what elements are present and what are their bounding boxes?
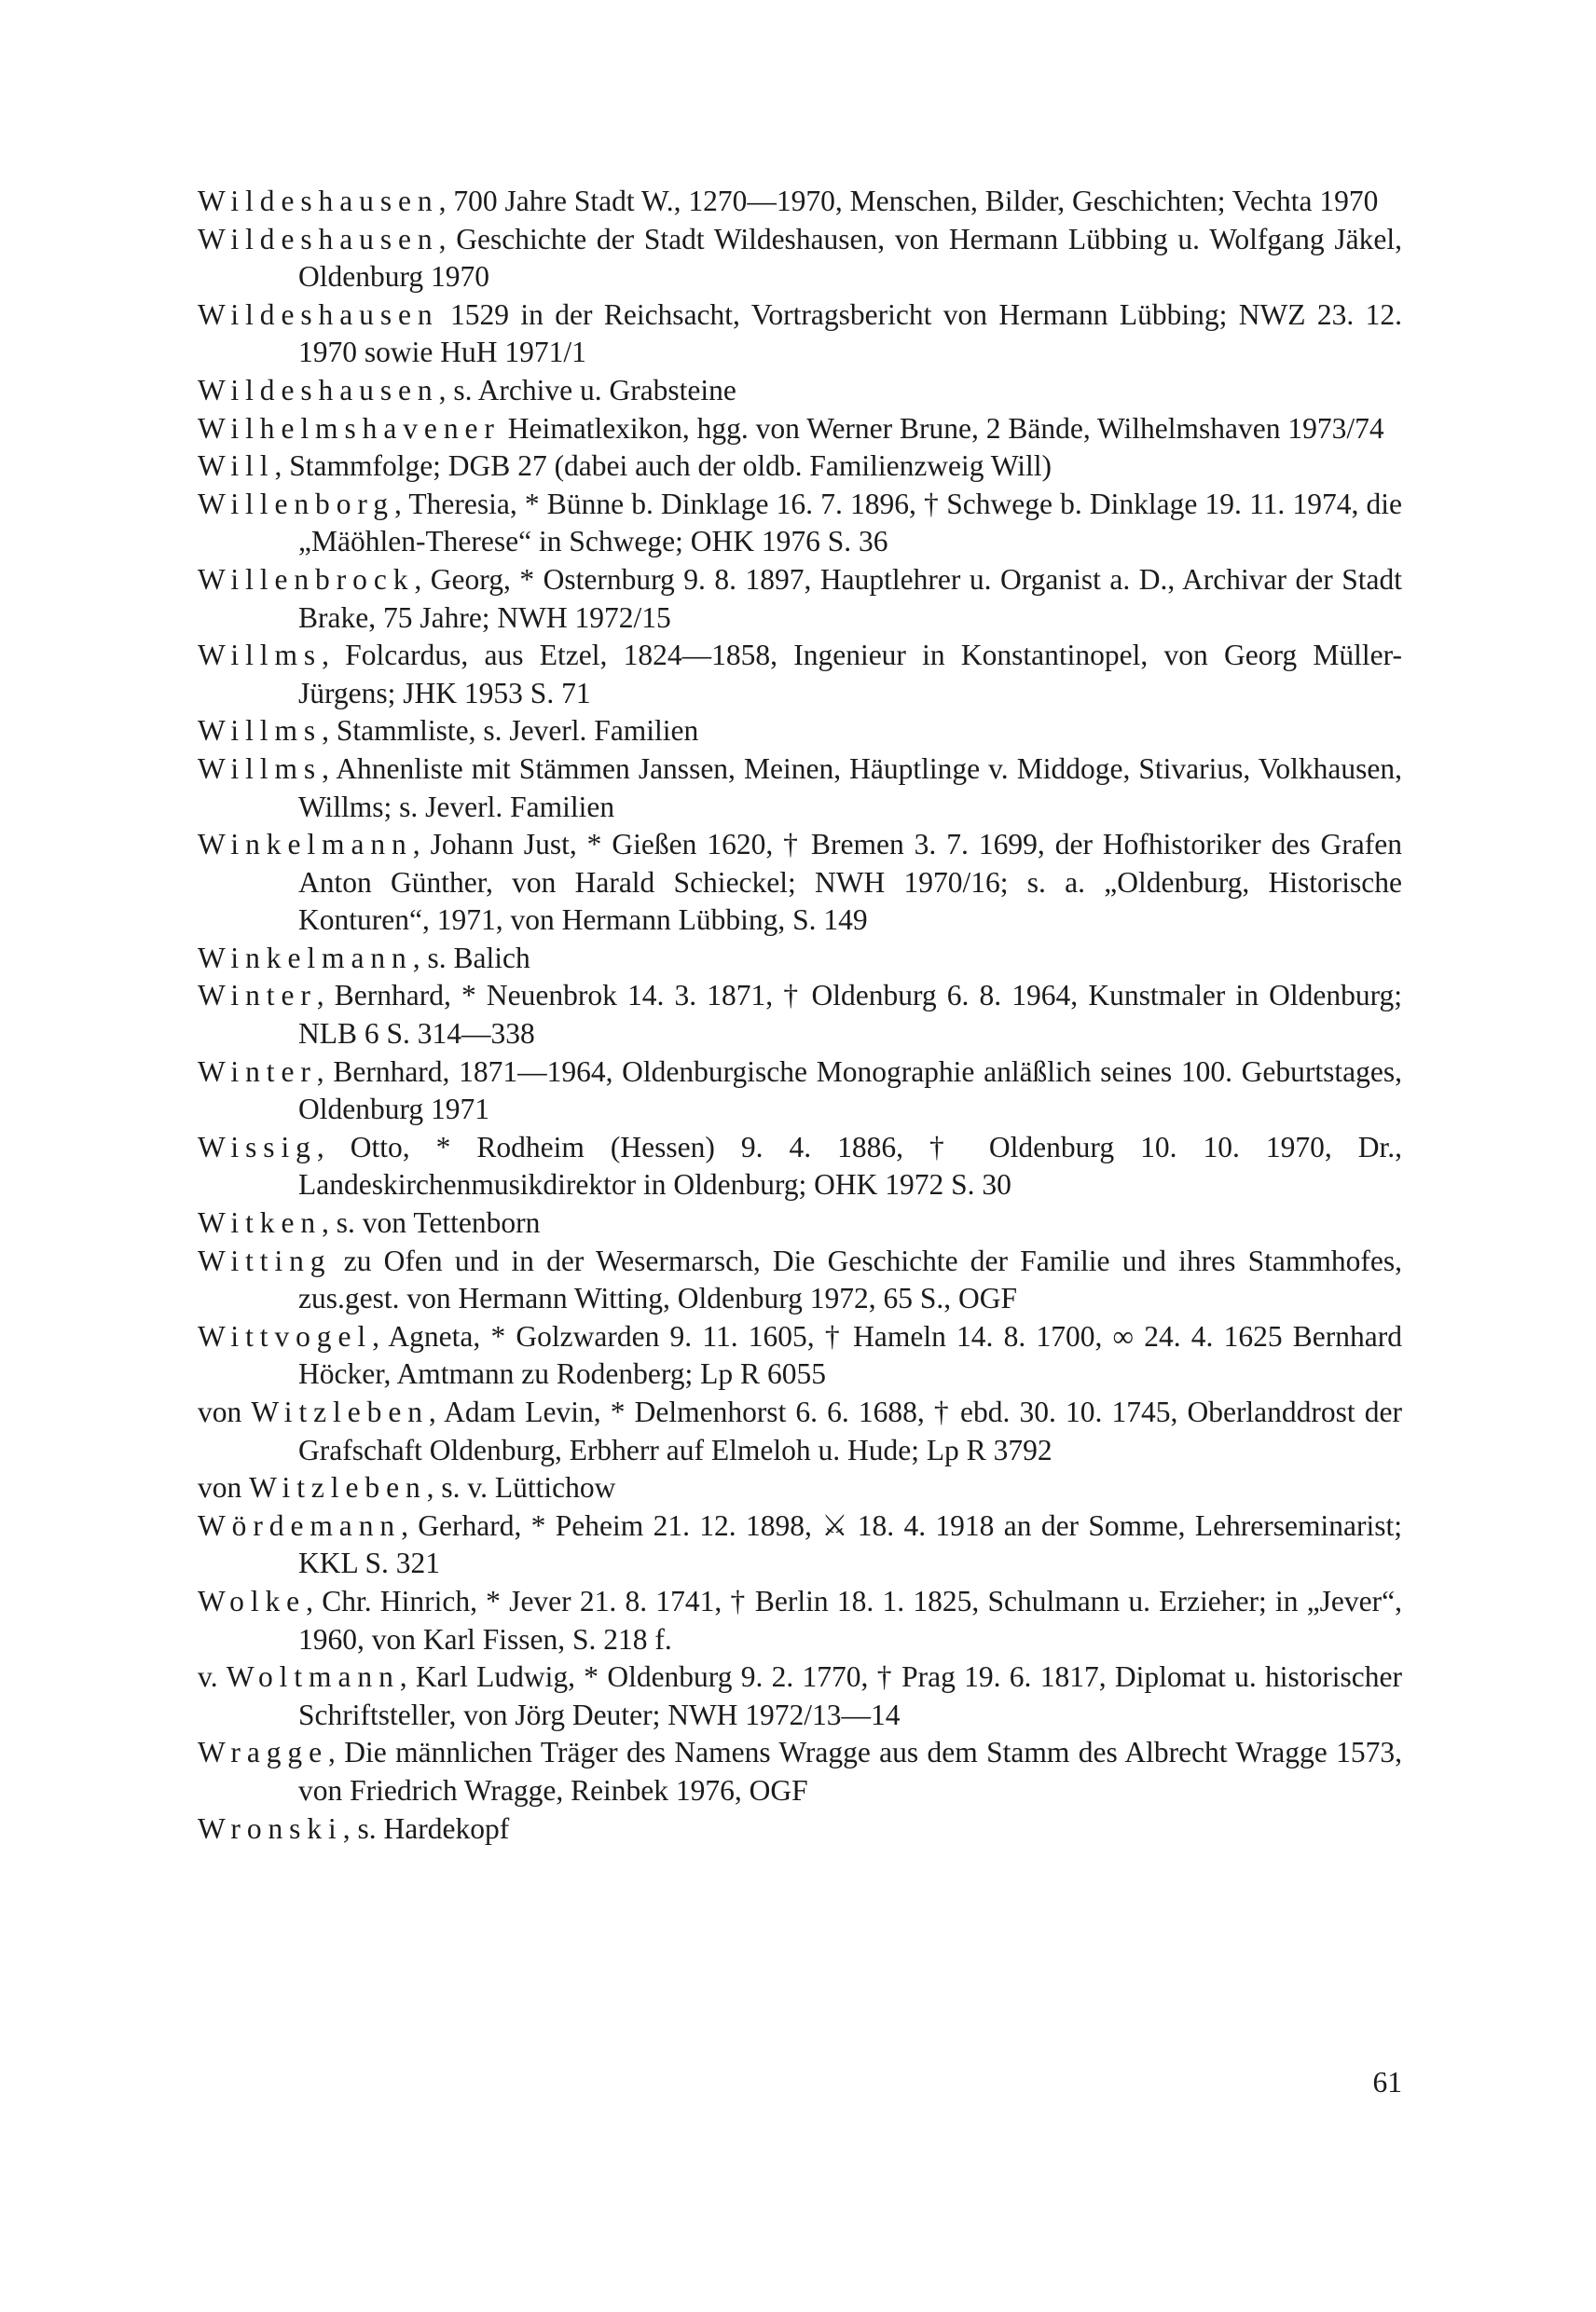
bibliography-entry xyxy=(198,1810,1402,1849)
entry-keyword: Wildeshausen xyxy=(198,373,439,406)
entry-keyword: Witken xyxy=(198,1206,323,1240)
entry-keyword: Winkelmann xyxy=(198,828,413,861)
bibliography-entry xyxy=(198,637,1402,712)
bibliography-entry xyxy=(198,1507,1402,1583)
entry-keyword: Winter xyxy=(198,979,317,1012)
entry-keyword: Winter xyxy=(198,1054,317,1088)
bibliography-entry xyxy=(198,410,1402,448)
entry-keyword: Witzleben xyxy=(251,1396,429,1428)
entry-keyword: Wolke xyxy=(198,1584,307,1617)
entry-text: , Karl Ludwig, * Oldenburg 9. 2. 1770, † Prag 19. 6. 1817, Diplomat u. historischer Schriftsteller, von Jörg Deuter; NWH 1972/13—14 xyxy=(298,1660,1402,1731)
bibliography-entry xyxy=(198,1394,1402,1469)
entry-prefix: von xyxy=(198,1396,252,1428)
bibliography-entry xyxy=(198,486,1402,561)
bibliography-entry xyxy=(198,1243,1402,1318)
entry-text: , Gerhard, * Peheim 21. 12. 1898, ⚔ 18. 4. 1918 an der Somme, Lehrerseminarist; KKL S. 321 xyxy=(298,1508,1402,1580)
entry-text: , Stammliste, s. Jeverl. Familien xyxy=(322,714,699,748)
bibliography-entry xyxy=(198,1204,1402,1243)
entry-text: , Bernhard, 1871—1964, Oldenburgische Monographie anläßlich seines 100. Geburtstages, Oldenburg 1971 xyxy=(298,1054,1402,1126)
entry-keyword: Wildeshausen xyxy=(198,185,439,217)
entry-keyword: Willms xyxy=(198,714,323,748)
entry-text: , Otto, * Rodheim (Hessen) 9. 4. 1886, † Oldenburg 10. 10. 1970, Dr., Landeskirchenmusikdirektor in Oldenburg; OHK 1972 S. 30 xyxy=(298,1130,1402,1202)
bibliography-entry xyxy=(198,750,1402,826)
entry-text: zu Ofen und in der Wesermarsch, Die Geschichte der Familie und ihres Stammhofes, zus.gest. von Hermann Witting, Oldenburg 1972, 65 S., OGF xyxy=(298,1244,1402,1315)
entry-keyword: Willenborg xyxy=(198,487,394,520)
entry-keyword: Wronski xyxy=(198,1811,343,1845)
entry-text: , Folcardus, aus Etzel, 1824—1858, Ingenieur in Konstantinopel, von Georg Müller-Jürgens; JHK 1953 S. 71 xyxy=(298,639,1402,709)
bibliography-entry xyxy=(198,183,1402,221)
bibliography-entry xyxy=(198,221,1402,296)
entry-keyword: Willms xyxy=(198,751,323,785)
bibliography-entry xyxy=(198,1129,1402,1204)
entry-text: , Die männlichen Träger des Namens Wragge aus dem Stamm des Albrecht Wragge 1573, von Friedrich Wragge, Reinbek 1976, OGF xyxy=(298,1736,1402,1807)
bibliography-entry xyxy=(198,977,1402,1053)
page-number: 61 xyxy=(1372,2066,1402,2099)
entry-keyword: Wittvogel xyxy=(198,1319,373,1353)
entry-text: , s. Hardekopf xyxy=(342,1811,510,1845)
bibliography-entry-list xyxy=(198,183,1402,1848)
bibliography-entry xyxy=(198,561,1402,637)
bibliography-entry xyxy=(198,296,1402,372)
bibliography-entry xyxy=(198,372,1402,410)
bibliography-entry xyxy=(198,1658,1402,1734)
entry-keyword: Wissig xyxy=(198,1130,317,1163)
bibliography-entry xyxy=(198,1318,1402,1394)
bibliography-entry xyxy=(198,1053,1402,1129)
entry-keyword: Wragge xyxy=(198,1736,329,1769)
bibliography-entry xyxy=(198,447,1402,486)
entry-keyword: Willms xyxy=(198,639,323,672)
entry-text: 1529 in der Reichsacht, Vortragsbericht von Hermann Lübbing; NWZ 23. 12. 1970 sowie HuH 1971/1 xyxy=(298,297,1402,369)
entry-keyword: Wildeshausen xyxy=(198,222,439,255)
bibliography-entry xyxy=(198,1734,1402,1810)
entry-keyword: Will xyxy=(198,449,275,483)
entry-keyword: Wilhelmshavener xyxy=(198,411,501,445)
entry-text: , s. Balich xyxy=(412,941,530,974)
entry-prefix: v. xyxy=(198,1660,227,1694)
entry-text: , Adam Levin, * Delmenhorst 6. 6. 1688, † ebd. 30. 10. 1745, Oberlanddrost der Grafschaft Oldenburg, Erbherr auf Elmeloh u. Hude; Lp R 3792 xyxy=(298,1396,1403,1466)
entry-keyword: Wildeshausen xyxy=(198,297,439,331)
entry-text: Heimatlexikon, hgg. von Werner Brune, 2 Bände, Wilhelmshaven 1973/74 xyxy=(500,411,1384,445)
entry-keyword: Willenbrock xyxy=(198,562,415,596)
entry-text: , Georg, * Osternburg 9. 8. 1897, Hauptlehrer u. Organist a. D., Archivar der Stadt Brake, 75 Jahre; NWH 1972/15 xyxy=(298,562,1402,634)
entry-text: , s. Archive u. Grabsteine xyxy=(438,373,736,406)
entry-text: , Chr. Hinrich, * Jever 21. 8. 1741, † Berlin 18. 1. 1825, Schulmann u. Erzieher; in „Jever“, 1960, von Karl Fissen, S. 218 f. xyxy=(298,1584,1402,1656)
entry-text: , Bernhard, * Neuenbrok 14. 3. 1871, † Oldenburg 6. 8. 1964, Kunstmaler in Oldenburg; NLB 6 S. 314—338 xyxy=(298,979,1402,1051)
bibliography-entry xyxy=(198,1469,1402,1507)
entry-text: , 700 Jahre Stadt W., 1270—1970, Menschen, Bilder, Geschichten; Vechta 1970 xyxy=(438,185,1379,217)
entry-text: , Theresia, * Bünne b. Dinklage 16. 7. 1896, † Schwege b. Dinklage 19. 11. 1974, die „Mäöhlen-Therese“ in Schwege; OHK 1976 S. 36 xyxy=(298,487,1402,558)
entry-keyword: Witting xyxy=(198,1244,332,1277)
entry-text: , s. v. Lüttichow xyxy=(426,1471,616,1505)
entry-keyword: Woltmann xyxy=(226,1660,400,1694)
entry-keyword: Wördemann xyxy=(198,1508,402,1542)
entry-text: , Geschichte der Stadt Wildeshausen, von Hermann Lübbing u. Wolfgang Jäkel, Oldenburg 1970 xyxy=(298,222,1402,294)
bibliography-entry xyxy=(198,826,1402,940)
entry-text: , Stammfolge; DGB 27 (dabei auch der oldb. Familienzweig Will) xyxy=(274,449,1053,483)
entry-text: , s. von Tettenborn xyxy=(322,1206,541,1240)
entry-text: , Agneta, * Golzwarden 9. 11. 1605, † Hameln 14. 8. 1700, ∞ 24. 4. 1625 Bernhard Höcker, Amtmann zu Rodenberg; Lp R 6055 xyxy=(298,1319,1402,1391)
entry-prefix: von xyxy=(198,1471,250,1505)
bibliography-entry xyxy=(198,1583,1402,1658)
entry-keyword: Winkelmann xyxy=(198,941,413,974)
bibliography-entry xyxy=(198,940,1402,978)
entry-text: , Ahnenliste mit Stämmen Janssen, Meinen, Häuptlinge v. Middoge, Stivarius, Volkhausen, Willms; s. Jeverl. Familien xyxy=(298,751,1402,823)
entry-text: , Johann Just, * Gießen 1620, † Bremen 3. 7. 1699, der Hofhistoriker des Grafen Anton Günther, von Harald Schieckel; NWH 1970/16; s. a. „Oldenburg, Historische Konturen“, 1971, von Hermann Lübbing, S. 149 xyxy=(298,828,1402,937)
entry-keyword: Witzleben xyxy=(249,1471,427,1505)
bibliography-entry xyxy=(198,712,1402,750)
